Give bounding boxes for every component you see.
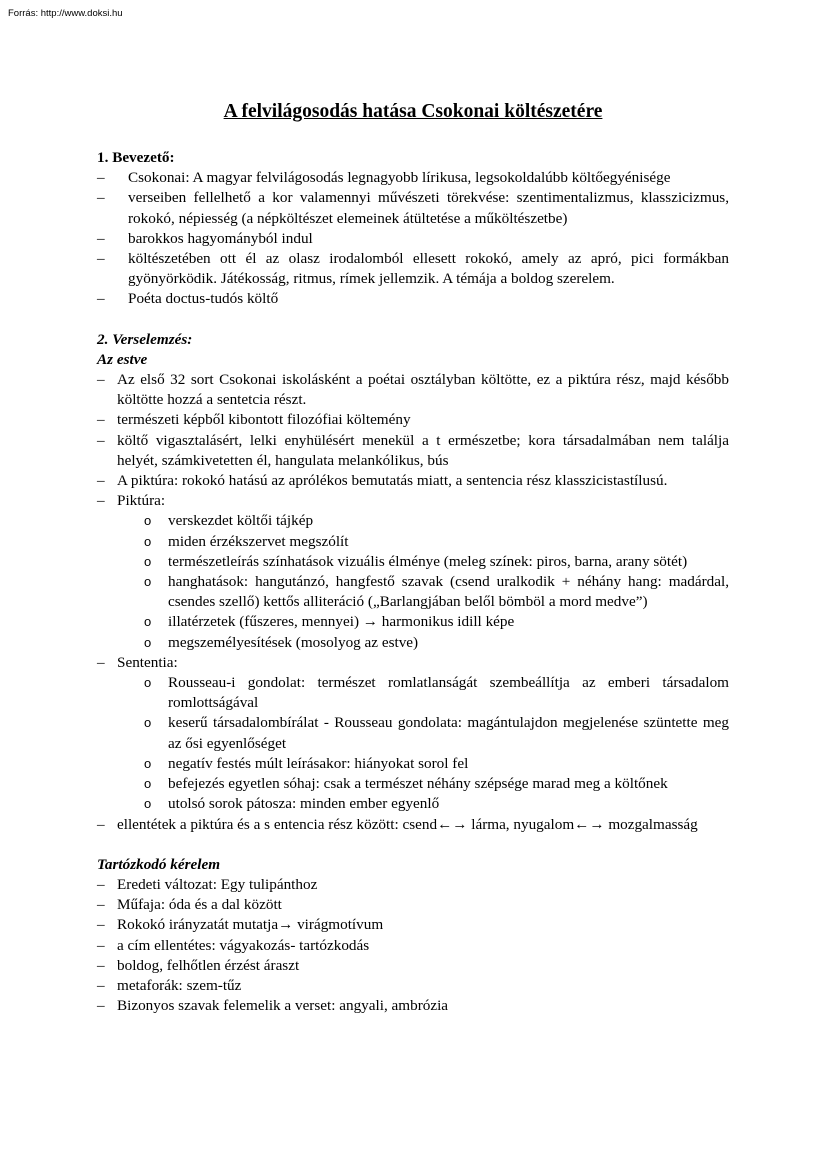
list-item: – barokkos hagyományból indul [97,229,729,249]
poem2-title: Tartózkodó kérelem [97,855,221,873]
list-item [97,491,729,653]
dash-bullet: – [97,976,105,994]
piktura-label: Piktúra: [117,492,166,510]
dash-bullet: – [97,169,105,187]
circle-bullet: o [144,755,152,771]
list-item: – A piktúra: rokokó hatású az aprólékos bemutatás miatt, a sentencia rész klasszicistastílusú. [97,471,729,491]
sententia-sublist [117,673,729,814]
sublist-item: o utolsó sorok pátosza: minden ember egyenlő [117,794,729,814]
dash-bullet: – [97,411,105,429]
dash-bullet: – [97,290,105,308]
dash-bullet: – [97,431,105,449]
sublist-item: o negatív festés múlt leírásakor: hiányokat sorol fel [117,754,729,774]
list-item: – Műfaja: óda és a dal között [97,895,729,915]
sublist-item: o illatérzetek (fűszeres, mennyei) → harmonikus idill képe [117,612,729,632]
poem1-title: Az estve [97,350,148,368]
list-item: – Rokokó irányzatát mutatja→ virágmotívum [97,915,729,935]
dash-bullet: – [97,250,105,268]
list-item: – természeti képből kibontott filozófiai költemény [97,410,729,430]
sententia-label: Sententia: [117,653,178,671]
dash-bullet: – [97,371,105,389]
sublist-item: o keserű társadalombírálat - Rousseau gondolata: magántulajdon megjelenése szüntette meg az ősi egyenlőséget [144,714,729,752]
circle-bullet: o [144,614,152,630]
dash-bullet: – [97,189,105,207]
dash-bullet: – [97,896,105,914]
poem1-list [97,370,729,835]
dash-bullet: – [97,653,105,671]
list-item: – ellentétek a piktúra és a s entencia rész között: csend←→ lárma, nyugalom←→ mozgalmasság [97,815,729,835]
circle-bullet: o [144,553,152,569]
dash-bullet: – [97,997,105,1015]
list-item: – Az első 32 sort Csokonai iskolásként a poétai osztályban költötte, ez a piktúra rész, majd később költötte hozzá a sentetcia részt. [97,371,729,409]
circle-bullet: o [144,574,152,590]
sublist-item: o miden érzékszervet megszólít [117,532,729,552]
dash-bullet: – [97,472,105,490]
dash-bullet: – [97,229,105,247]
circle-bullet: o [144,776,152,792]
list-item: – Eredeti változat: Egy tulipánthoz [97,875,729,895]
dash-bullet: – [97,916,105,934]
circle-bullet: o [144,634,152,650]
dash-bullet: – [97,936,105,954]
circle-bullet: o [144,715,152,731]
source-note: Forrás: http://www.doksi.hu [8,8,123,19]
sublist-item: o megszemélyesítések (mosolyog az estve) [117,633,729,653]
poem2-list [97,875,729,1016]
list-item: – Bizonyos szavak felemelik a verset: angyali, ambrózia [97,996,729,1016]
dash-bullet: – [97,875,105,893]
list-item: – költészetében ott él az olasz irodalomból ellesett rokokó, amely az apró, pici formákban gyönyörködik. Játékosság, ritmus, rímek jellemzik. A témája a boldog szerelem. [97,250,729,288]
document-title: A felvilágosodás hatása Csokonai költészetére [223,101,603,122]
list-item: – verseiben fellelhető a kor valamennyi művészeti törekvése: szentimentalizmus, klasszicizmus, rokokó, népiesség (a népköltészet elemeinek átültetése a műköltészetbe) [97,189,729,227]
list-item: – a cím ellentétes: vágyakozás- tartózkodás [97,936,729,956]
list-item: – boldog, felhőtlen érzést áraszt [97,956,729,976]
list-item [97,653,729,815]
sublist-item: o Rousseau-i gondolat: természet romlatlanságát szembeállítja az emberi társadalom romlottságával [144,674,729,712]
circle-bullet: o [144,675,152,691]
circle-bullet: o [144,796,152,812]
list-item: – költő vigasztalásért, lelki enyhülésért menekül a t ermészetbe; kora társadalmában nem találja helyét, számkivetetten él, hangulata melankólikus, bús [97,431,729,469]
sublist-item: o természetleírás színhatások vizuális élménye (meleg színek: piros, barna, arany sötét) [117,552,729,572]
sublist-item: o befejezés egyetlen sóhaj: csak a természet néhány szépsége marad meg a költőnek [117,774,729,794]
circle-bullet: o [144,513,152,529]
dash-bullet: – [97,815,105,833]
document-page [97,100,729,1016]
list-item: – Poéta doctus-tudós költő [97,289,729,309]
dash-bullet: – [97,492,105,510]
list-item: – Csokonai: A magyar felvilágosodás legnagyobb lírikusa, legsokoldalúbb költőegyénisége [97,168,729,188]
list-item: – metaforák: szem-tűz [97,976,729,996]
section1-list [97,168,729,309]
section2-heading: 2. Verselemzés: [97,330,193,348]
dash-bullet: – [97,956,105,974]
piktura-sublist [117,511,729,652]
circle-bullet: o [144,533,152,549]
section1-heading: 1. Bevezető: [97,149,175,166]
sublist-item: o verskezdet költői tájkép [117,511,729,531]
sublist-item: o hanghatások: hangutánzó, hangfestő szavak (csend uralkodik + néhány hang: madárdal, csendes szellő) kettős alliteráció („Barlangjában belől bömböl a mord medve”) [144,573,729,611]
